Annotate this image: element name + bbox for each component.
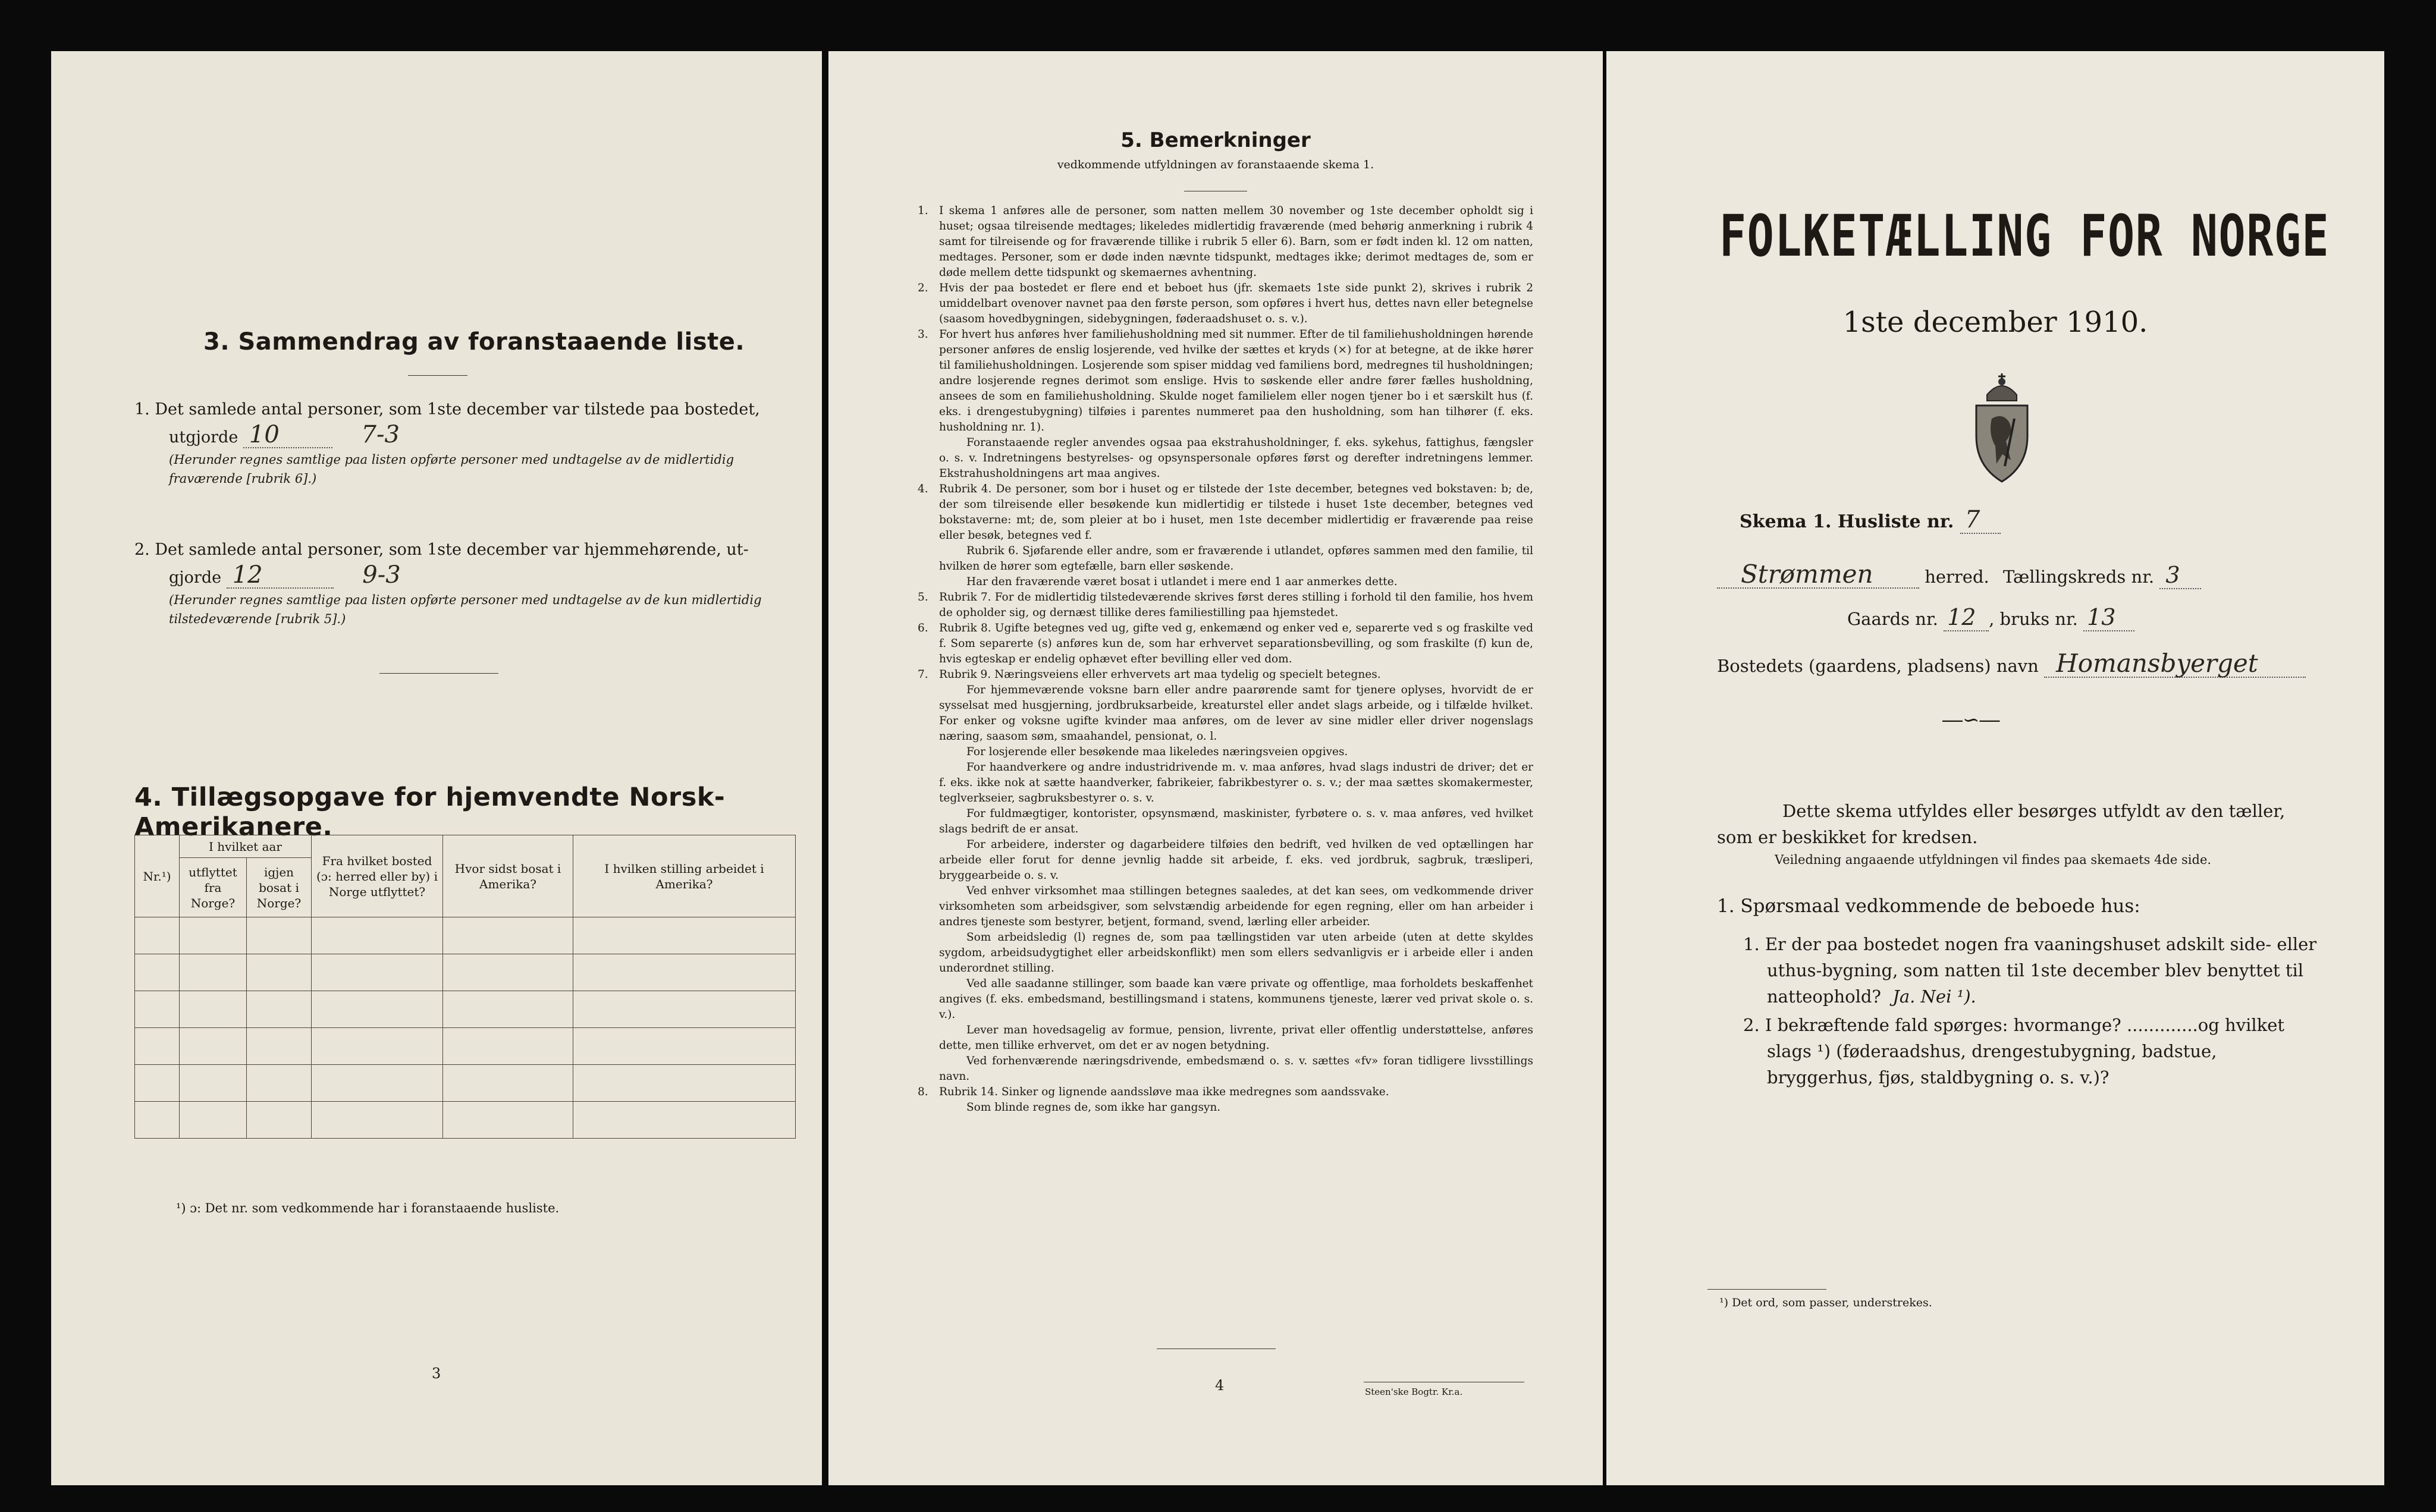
item-2-value-line	[169, 562, 789, 590]
bemerkninger-title: 5. Bemerkninger	[1120, 128, 1311, 152]
question-1-1	[1743, 931, 2320, 1010]
remark-text: Rubrik 8. Ugifte betegnes ved ug, gifte ved g, enkemænd og enker ved e, separerte ved s og fraskilte ved f. Som separerte (s) anføres kun de, som har erhvervet separationsbevilling, og som fraskilte (f) kun de, hvis egteskap er endelig ophævet efter bevilling eller ved dom.	[939, 622, 1533, 665]
divider	[379, 673, 498, 674]
item-1-text: 1. Det samlede antal personer, som 1ste december var tilstede paa bostedet,	[134, 400, 760, 419]
item-1-prefix: utgjorde	[169, 428, 238, 447]
kreds-label: Tællingskreds nr.	[2002, 567, 2155, 587]
item-1-note: (Herunder regnes samtlige paa listen opførte personer med undtagelse av de midlertidig fraværende [rubrik 6].)	[169, 452, 734, 486]
table-row	[135, 1065, 796, 1102]
remark-text: For hvert hus anføres hver familiehusholdning med sit nummer. Efter de til familiehusholdningen hørende personer anføres de enslig losjerende, ved hvilke der sættes et kryds (×) for at betegne, at de ikke hører til familiehusholdningen. Losjerende som spiser middag ved familiens bord, medregnes til husholdningen; andre losjerende regnes derimot som enslige. Hvis to søskende eller andre fører fælles husholdning, ansees de som en familiehusholdning. Skulde noget familielem eller nogen tjener bo i et særskilt hus (f. eks. i drengestubygning) tilføies i parentes nummeret paa den husholdning, som han tilhører (f. eks. husholdning nr. 1).	[939, 328, 1534, 433]
remark-paragraph	[912, 590, 1533, 621]
page-number: 4	[1215, 1377, 1225, 1394]
table-row	[135, 917, 796, 954]
item-2-value: 12	[227, 562, 334, 589]
remark-paragraph	[912, 435, 1533, 482]
remark-paragraph	[912, 203, 1533, 281]
table-row	[135, 954, 796, 991]
remark-paragraph	[912, 837, 1533, 884]
remark-paragraph	[912, 976, 1533, 1023]
divider	[1157, 1348, 1276, 1349]
bemerkninger-subtitle: vedkommende utfyldningen av foranstaaende skema 1.	[1057, 158, 1374, 171]
remark-paragraph	[912, 1023, 1533, 1054]
remark-number: 7.	[918, 668, 928, 681]
bruks-label: , bruks nr.	[1989, 609, 2078, 629]
summary-item-2	[134, 537, 789, 628]
remark-text: Ved enhver virksomhet maa stillingen betegnes saaledes, at det kan sees, om vedkommende driver virksomheten som arbeidsgiver, som selvstændig arbeidende for egen regning, eller om han arbeider i andres tjeneste som bestyrer, betjent, formand, svend, lærling eller arbeider.	[939, 885, 1533, 928]
divider	[1707, 1289, 1826, 1290]
bemerkninger-header	[828, 128, 1603, 171]
remark-paragraph	[912, 744, 1533, 760]
bemerkninger-list	[912, 203, 1533, 1115]
remark-number: 8.	[918, 1086, 928, 1098]
item-2-prefix: gjorde	[169, 568, 222, 587]
remark-paragraph	[912, 327, 1533, 435]
herred-value: Strømmen	[1717, 561, 1919, 589]
remark-number: 1.	[918, 205, 928, 217]
remark-text: Som blinde regnes de, som ikke har gangsyn.	[966, 1101, 1221, 1114]
remark-paragraph	[912, 930, 1533, 976]
skema-line	[1740, 507, 2001, 535]
bosted-label: Bostedets (gaardens, pladsens) navn	[1717, 656, 2039, 676]
col-group-aar: I hvilket aar	[180, 835, 312, 858]
remark-text: I skema 1 anføres alle de personer, som natten mellem 30 november og 1ste december opholdt sig i huset; ogsaa tilreisende medtages; likeledes midlertidig fraværende (med behørig anmerkning i rubrik 4 samt for tilreisende og for fraværende tillike i rubrik 5 eller 6). Barn, som er født inden kl. 12 om natten, medtages. Personer, som er døde inden nævnte tidspunkt, medtages ikke; derimot medtages de, som er døde mellem dette tidspunkt og skemaernes avhentning.	[939, 205, 1533, 279]
col-hvor: Hvor sidst bosat i Amerika?	[443, 835, 573, 917]
table-row	[135, 1102, 796, 1139]
question-1-2: 2. I bekræftende fald spørges: hvormange? .............og hvilket slags ¹) (føderaadshus, drengestubygning, badstue, bryggerhus, fjøs, staldbygning o. s. v.)?	[1743, 1015, 2285, 1087]
remark-text: Som arbeidsledig (l) regnes de, som paa tællingstiden var uten arbeide (uten at dette skyldes sygdom, arbeidsudygtighet eller arbeidskonflikt) men som ellers sedvanligvis er i arbeide eller i anden underordnet stilling.	[939, 931, 1533, 975]
herred-label: herred.	[1925, 567, 1989, 587]
remark-text: Rubrik 14. Sinker og lignende aandssløve maa ikke medregnes som aandssvake.	[939, 1086, 1389, 1098]
remark-number: 4.	[918, 483, 928, 495]
remark-text: For losjerende eller besøkende maa likeledes næringsveien opgives.	[966, 746, 1348, 758]
gaards-line	[1847, 604, 2134, 632]
summary-item-1	[134, 397, 789, 488]
skema-label: Skema 1. Husliste nr.	[1740, 511, 1954, 532]
remark-paragraph	[912, 806, 1533, 837]
veiledning-text: Veiledning angaaende utfyldningen vil findes paa skemaets 4de side.	[1774, 853, 2212, 867]
item-2-note: (Herunder regnes samtlige paa listen opførte personer med undtagelse av de kun midlertidig tilstedeværende [rubrik 5].)	[169, 593, 762, 626]
page-number: 3	[432, 1365, 441, 1382]
remark-text: Lever man hovedsagelig av formue, pension, livrente, privat eller offentlig understøttelse, anføres dette, men tillike erhvervet, om det er av nogen betydning.	[939, 1024, 1533, 1052]
remark-text: For haandverkere og andre industridrivende m. v. maa anføres, hvad slags industri de driver; det er f. eks. ikke nok at sætte haandverker, fabrikeier, fabrikbestyrer o. s. v.; der maa sættes skomakermester, teglverkseier, sagbruksbestyrer o. s. v.	[939, 761, 1533, 804]
question-1-title: 1. Spørsmaal vedkommende de beboede hus:	[1717, 895, 2140, 917]
remark-paragraph	[912, 281, 1533, 327]
bosted-value: Homansbyerget	[2044, 650, 2306, 678]
section-4-title: 4. Tillægsopgave for hjemvendte Norsk-Amerikanere.	[134, 782, 726, 842]
remark-text: For fuldmægtiger, kontorister, opsynsmænd, maskinister, fyrbøtere o. s. v. maa anføres, ved hvilket slags bedrift de er ansat.	[939, 807, 1533, 835]
intro-text: Dette skema utfyldes eller besørges utfyldt av den tæller, som er beskikket for kredsen.	[1717, 801, 2286, 847]
remark-paragraph	[912, 760, 1533, 806]
col-utflyttet: utflyttet fra Norge?	[180, 858, 247, 917]
remark-text: Rubrik 4. De personer, som bor i huset og er tilstede der 1ste december, betegnes ved bokstaven: b; de, der som tilreisende eller besøkende kun midlertidig er tilstede i huset 1ste december, betegnes ved bokstaverne: mt; de, som pleier at bo i huset, men 1ste december midlertidig er fraværende paa reise eller besøk, betegnes ved f.	[939, 483, 1533, 542]
col-fra: Fra hvilket bosted (ɔ: herred eller by) i Norge utflyttet?	[312, 835, 443, 917]
norsk-amerikanere-table	[134, 835, 796, 1139]
husliste-nr: 7	[1960, 507, 2001, 534]
remark-text: For arbeidere, inderster og dagarbeidere tilføies den bedrift, ved hvilken de ved optællingen har arbeide eller forut for denne jevnlig hadde sit arbeide, f. eks. ved jordbruk, sagbruk, træsliperi, bryggearbeide o. s. v.	[939, 838, 1533, 882]
remark-paragraph	[912, 1085, 1533, 1100]
herred-line	[1717, 561, 2201, 590]
remark-text: Ved forhenværende næringsdrivende, embedsmænd o. s. v. sættes «fv» foran tidligere livsstillings navn.	[939, 1055, 1533, 1083]
remark-text: Rubrik 9. Næringsveiens eller erhvervets art maa tydelig og specielt betegnes.	[939, 668, 1381, 681]
page-4	[828, 51, 1603, 1485]
remark-text: Ved alle saadanne stillinger, som baade kan være private og offentlige, maa forholdets beskaffenhet angives (f. eks. embedsmand, bestillingsmand i statens, kommunens tjeneste, lærer ved privat skole o. s. v.).	[939, 977, 1533, 1021]
item-2-text: 2. Det samlede antal personer, som 1ste december var hjemmehørende, ut-	[134, 540, 749, 559]
remark-paragraph	[912, 884, 1533, 930]
page-1	[1606, 51, 2384, 1485]
item-1-value-line	[169, 422, 789, 450]
remark-paragraph	[912, 683, 1533, 744]
remark-text: For hjemmeværende voksne barn eller andre paarørende samt for tjenere oplyses, hvorvidt de er sysselsat med husgjerning, jordbruksarbeide, kreaturstel eller andet slags arbeide, og i tilfælde hvilket. For enker og voksne ugifte kvinder maa anføres, om de lever av sine midler eller driver nogenslags næring, saasom søm, smaahandel, pensionat, o. l.	[939, 684, 1533, 743]
item-1-value: 10	[243, 422, 332, 448]
remark-paragraph	[912, 621, 1533, 667]
remark-text: Hvis der paa bostedet er flere end et beboet hus (jfr. skemaets 1ste side punkt 2), skrives i rubrik 2 umiddelbart ovenover navnet paa den første person, som opføres i hvert hus, dettes navn eller betegnelse (saasom hovedbygningen, sidebygningen, føderaadshuset o. s. v.).	[939, 282, 1533, 325]
page-1-footnote: ¹) Det ord, som passer, understrekes.	[1719, 1296, 1932, 1309]
remark-text: Foranstaaende regler anvendes ogsaa paa ekstrahusholdninger, f. eks. sykehus, fattighus, fængsler o. s. v. Indretningens bestyrelses- og opsynspersonale opføres først og derefter indretningens lemmer. Ekstrahusholdningens art maa angives.	[939, 436, 1533, 480]
gaards-label: Gaards nr.	[1847, 609, 1938, 629]
remark-paragraph	[912, 667, 1533, 683]
table-row	[135, 1028, 796, 1065]
main-title: FOLKETÆLLING FOR NORGE	[1719, 203, 2330, 269]
ornament-divider: ―∽―	[1942, 708, 2000, 732]
remark-paragraph	[912, 482, 1533, 543]
census-date: 1ste december 1910.	[1842, 306, 2148, 339]
coat-of-arms	[1969, 371, 2035, 486]
remark-paragraph	[912, 1100, 1533, 1115]
remark-paragraph	[912, 574, 1533, 590]
printer-credit: Steen'ske Bogtr. Kr.a.	[1365, 1387, 1463, 1397]
remark-number: 6.	[918, 622, 928, 634]
kreds-value: 3	[2159, 562, 2201, 589]
remark-number: 3.	[918, 328, 928, 341]
divider	[408, 375, 467, 376]
question-1-1-answer: Ja. Nei ¹).	[1892, 986, 1976, 1007]
bruks-value: 13	[2083, 604, 2134, 631]
remark-paragraph	[912, 1054, 1533, 1085]
remark-text: Har den fraværende været bosat i utlandet i mere end 1 aar anmerkes dette.	[966, 576, 1398, 588]
remark-text: Rubrik 6. Sjøfarende eller andre, som er fraværende i utlandet, opføres sammen med den familie, til hvilken de hører som egtefælle, barn eller søskende.	[939, 545, 1533, 573]
col-stilling: I hvilken stilling arbeidet i Amerika?	[573, 835, 796, 917]
col-igjen: igjen bosat i Norge?	[247, 858, 312, 917]
item-2-handwritten: 9-3	[362, 561, 401, 589]
table-row	[135, 991, 796, 1028]
remark-paragraph	[912, 543, 1533, 574]
gaards-value: 12	[1944, 604, 1989, 631]
norway-coat-of-arms-icon	[1969, 371, 2035, 484]
table-footnote: ¹) ɔ: Det nr. som vedkommende har i foranstaaende husliste.	[176, 1201, 560, 1215]
remark-text: Rubrik 7. For de midlertidig tilstedeværende skrives først deres stilling i forhold til den familie, hos hvem de opholder sig, og dernæst tillike deres familiestilling paa hjemstedet.	[939, 591, 1533, 619]
question-1-1-text: 1. Er der paa bostedet nogen fra vaaningshuset adskilt side- eller uthus-bygning, som natten til 1ste december blev benyttet til natteophold?	[1743, 934, 2317, 1007]
remark-number: 2.	[918, 282, 928, 294]
col-nr: Nr.¹)	[135, 835, 180, 917]
item-1-handwritten: 7-3	[361, 421, 400, 448]
section-3-title: 3. Sammendrag av foranstaaende liste.	[203, 328, 745, 356]
page-3	[51, 51, 822, 1485]
bosted-line	[1717, 650, 2306, 679]
remark-number: 5.	[918, 591, 928, 603]
